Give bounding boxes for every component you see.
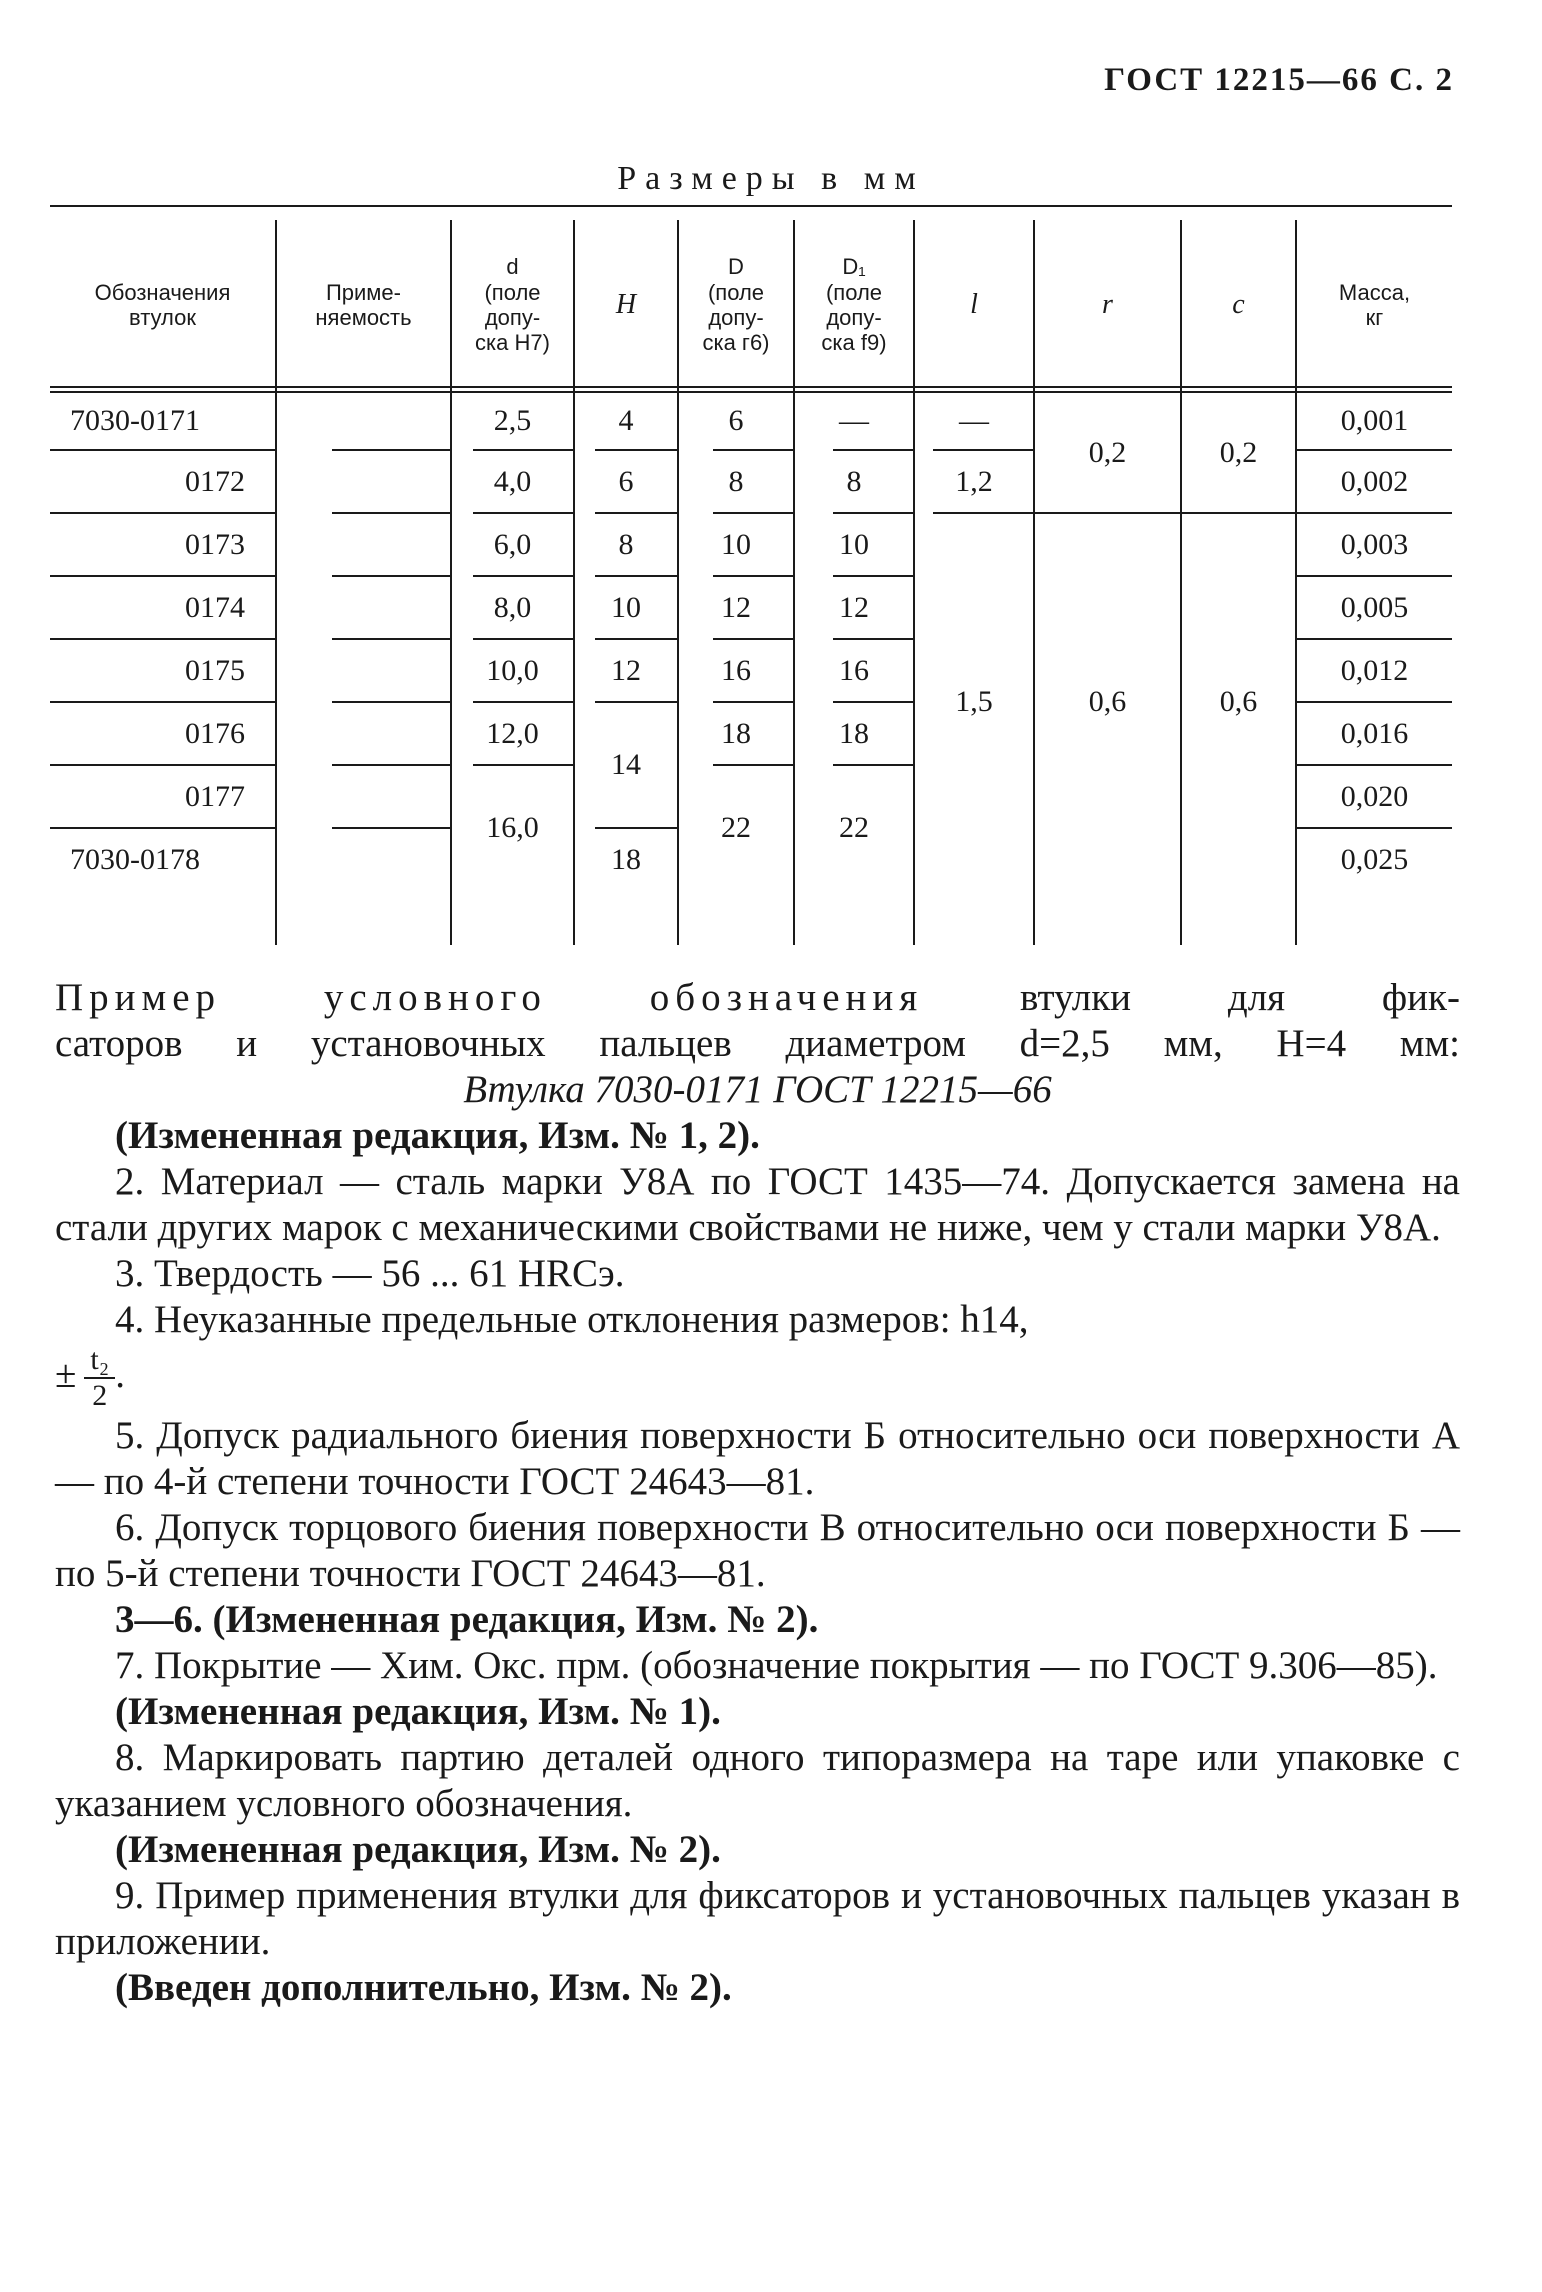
cell-D: 16 (721, 653, 751, 687)
cell-D1: 8 (846, 464, 862, 498)
formula-end: . (115, 1352, 125, 1396)
plus-minus-sign: ± (55, 1352, 77, 1396)
cell-d: 2,5 (493, 404, 532, 437)
paragraph-7: 7. Покрытие — Хим. Окс. прм. (обозначение покрытия — по ГОСТ 9.306—85). (115, 1644, 1438, 1687)
cell-D1: 10 (839, 527, 869, 561)
cell-d: 10,0 (486, 653, 539, 687)
cell-mass: 0,005 (1340, 590, 1409, 624)
cell-designation: 0176 (185, 716, 245, 750)
cell-D1: 16 (839, 653, 869, 687)
cell-D: 18 (721, 716, 751, 750)
cell-d: 4,0 (493, 464, 532, 498)
header-c: c (1232, 288, 1245, 320)
cell-l: — (959, 404, 989, 437)
dimensions-caption: Размеры в мм (617, 160, 925, 197)
cell-H: 10 (611, 590, 641, 624)
cell-c-merged: 0,2 (1219, 435, 1258, 469)
row-rule (332, 701, 450, 703)
cell-D: 12 (721, 590, 751, 624)
row-rule (332, 575, 450, 577)
cell-d-merged: 16,0 (486, 811, 539, 844)
cell-designation: 0173 (185, 527, 245, 561)
header-rule-1 (50, 386, 1452, 388)
cell-D: 8 (728, 464, 744, 498)
header-D: D (поле допу- ска г6) (702, 254, 770, 356)
header-l: l (970, 288, 978, 320)
cell-c-merged: 0,6 (1219, 685, 1258, 718)
example-line-2: саторов и установочных пальцев диаметром d=2,5 мм, H=4 мм: (55, 1022, 1460, 1065)
example-spaced-text: Пример условного обозначения (55, 976, 924, 1019)
paragraph-9: 9. Пример применения втулки для фиксаторов и установочных пальцев указан в приложении. (55, 1874, 1460, 1963)
fraction-denominator: 2 (92, 1379, 108, 1412)
cell-designation: 0172 (185, 464, 245, 498)
cell-H: 4 (618, 404, 634, 437)
revision-note-3: (Измененная редакция, Изм. № 1). (115, 1690, 721, 1733)
paragraph-5: 5. Допуск радиального биения поверхности Б относительно оси поверхности А — по 4-й степени точности ГОСТ 24643—81. (55, 1414, 1460, 1503)
cell-D1: 18 (839, 716, 869, 750)
cell-l-merged: 1,5 (955, 685, 993, 718)
row-rule (332, 764, 450, 766)
cell-r-merged: 0,6 (1088, 685, 1127, 718)
cell-mass: 0,020 (1340, 779, 1409, 813)
header-mass: Масса, кг (1338, 279, 1411, 330)
cell-l: 1,2 (955, 464, 993, 498)
example-designation: Втулка 7030-0171 ГОСТ 12215—66 (463, 1068, 1052, 1111)
cell-designation: 0175 (185, 653, 245, 687)
row-rule (332, 512, 450, 514)
revision-note-5: (Введен дополнительно, Изм. № 2). (115, 1966, 732, 2009)
cell-d: 6,0 (493, 527, 532, 561)
row-rule (332, 827, 450, 829)
cell-mass: 0,002 (1340, 464, 1409, 498)
cell-H: 18 (611, 842, 641, 876)
header-applicability: Приме- няемость (315, 279, 412, 330)
revision-note-4: (Измененная редакция, Изм. № 2). (115, 1828, 721, 1871)
cell-designation: 0174 (185, 590, 245, 624)
paragraph-8: 8. Маркировать партию деталей одного типоразмера на таре или упаковке с указанием условного обозначения. (55, 1736, 1460, 1825)
header-H: H (615, 288, 637, 320)
header-r: r (1102, 288, 1113, 320)
dimensions-table (50, 205, 1452, 945)
cell-D1: — (839, 404, 869, 437)
revision-note-1: (Измененная редакция, Изм. № 1, 2). (115, 1114, 760, 1157)
example-line-1-rest: втулки для фик- (923, 976, 1460, 1019)
paragraph-2: 2. Материал — сталь марки У8А по ГОСТ 1435—74. Допускается замена на стали других марок с механическими свойствами не ниже, чем у стали марки У8А. (55, 1160, 1460, 1249)
cell-mass: 0,012 (1340, 653, 1409, 687)
page-header: ГОСТ 12215—66 С. 2 (1104, 62, 1454, 98)
cell-H: 8 (618, 527, 634, 561)
paragraph-6: 6. Допуск торцового биения поверхности В относительно оси поверхности Б — по 5-й степени точности ГОСТ 24643—81. (55, 1506, 1460, 1595)
cell-D1-merged: 22 (839, 811, 869, 844)
cell-mass: 0,003 (1340, 527, 1409, 561)
cell-H-merged: 14 (611, 748, 641, 781)
tolerance-formula (55, 1343, 1460, 1413)
cell-H: 12 (611, 653, 641, 687)
cell-D1: 12 (839, 590, 869, 624)
cell-designation: 7030-0171 (70, 404, 200, 437)
cell-D-merged: 22 (721, 811, 751, 844)
cell-mass: 0,001 (1340, 404, 1409, 437)
header-D1: D₁ (поле допу- ска f9) (821, 254, 887, 356)
cell-designation: 7030-0178 (70, 842, 200, 876)
row-rule (332, 449, 450, 451)
table-top-rule (50, 205, 1452, 207)
fraction-numerator: t₂ (84, 1343, 115, 1379)
header-d: d (поле допу- ска H7) (475, 254, 550, 356)
cell-D: 6 (728, 404, 744, 437)
paragraph-3: 3. Твердость — 56 ... 61 HRCэ. (115, 1252, 625, 1295)
cell-r-merged: 0,2 (1088, 435, 1127, 469)
cell-designation: 0177 (185, 779, 245, 813)
cell-H: 6 (618, 464, 634, 498)
revision-note-2: 3—6. (Измененная редакция, Изм. № 2). (115, 1598, 819, 1641)
header-designation: Обозначения втулок (94, 279, 231, 330)
cell-d: 8,0 (493, 590, 532, 624)
example-line-1 (55, 975, 1460, 1021)
cell-D: 10 (721, 527, 751, 561)
body-text (55, 975, 1460, 2011)
paragraph-4: 4. Неуказанные предельные отклонения размеров: h14, (115, 1298, 1029, 1341)
row-rule (332, 638, 450, 640)
cell-mass: 0,025 (1340, 842, 1409, 876)
cell-d: 12,0 (486, 716, 539, 750)
fraction (84, 1343, 115, 1413)
cell-mass: 0,016 (1340, 716, 1409, 750)
